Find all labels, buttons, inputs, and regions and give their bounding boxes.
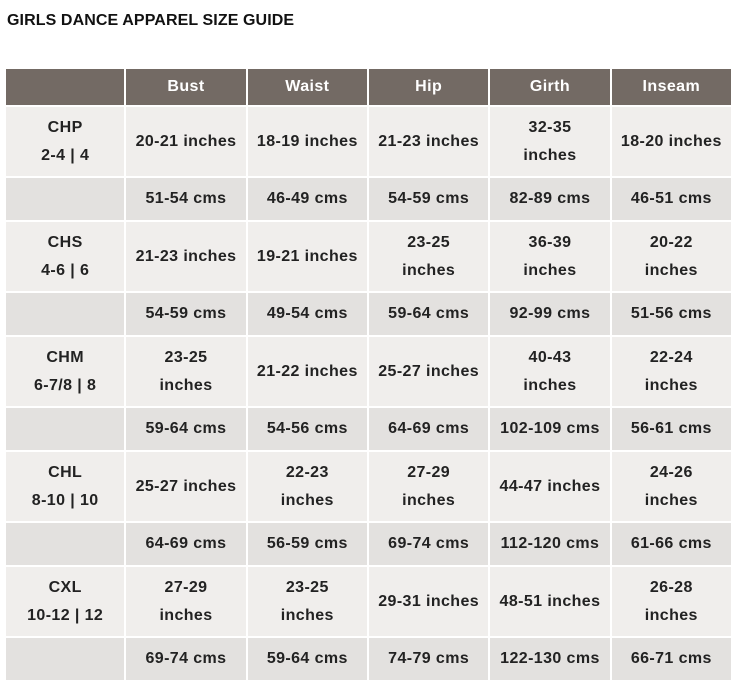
bust-inches: 25-27 inches — [126, 452, 245, 521]
size-label-empty — [6, 293, 124, 335]
inseam-inches: 22-24 inches — [612, 337, 731, 406]
girth-cms: 112-120 cms — [490, 523, 609, 565]
table-row-cms — [6, 638, 731, 680]
inseam-cms: 46-51 cms — [612, 178, 731, 220]
size-label-empty — [6, 638, 124, 680]
table-row-inches — [6, 567, 731, 636]
size-age: 4-6 | 6 — [41, 261, 90, 279]
header-hip: Hip — [369, 69, 488, 105]
hip-cms: 69-74 cms — [369, 523, 488, 565]
header-row — [6, 69, 731, 105]
girth-inches: 36-39 inches — [490, 222, 609, 291]
hip-cms: 64-69 cms — [369, 408, 488, 450]
inseam-inches: 20-22 inches — [612, 222, 731, 291]
waist-cms: 59-64 cms — [248, 638, 367, 680]
girth-cms: 82-89 cms — [490, 178, 609, 220]
waist-inches: 21-22 inches — [248, 337, 367, 406]
girth-cms: 122-130 cms — [490, 638, 609, 680]
size-age: 8-10 | 10 — [31, 491, 99, 509]
inseam-inches: 26-28 inches — [612, 567, 731, 636]
bust-cms: 64-69 cms — [126, 523, 245, 565]
header-inseam: Inseam — [612, 69, 731, 105]
size-label — [6, 452, 124, 521]
hip-inches: 25-27 inches — [369, 337, 488, 406]
bust-cms: 69-74 cms — [126, 638, 245, 680]
table-row-cms — [6, 293, 731, 335]
size-label — [6, 337, 124, 406]
hip-cms: 54-59 cms — [369, 178, 488, 220]
size-guide-table — [4, 67, 733, 682]
size-label-empty — [6, 408, 124, 450]
size-code: CHM — [46, 348, 84, 366]
table-row-cms — [6, 178, 731, 220]
hip-cms: 59-64 cms — [369, 293, 488, 335]
inseam-cms: 61-66 cms — [612, 523, 731, 565]
waist-cms: 46-49 cms — [248, 178, 367, 220]
waist-cms: 49-54 cms — [248, 293, 367, 335]
inseam-cms: 66-71 cms — [612, 638, 731, 680]
hip-inches: 21-23 inches — [369, 107, 488, 176]
page-title: GIRLS DANCE APPAREL SIZE GUIDE — [7, 12, 295, 29]
hip-inches: 27-29 inches — [369, 452, 488, 521]
header-size — [6, 69, 124, 105]
size-code: CHP — [47, 118, 83, 136]
inseam-inches: 24-26 inches — [612, 452, 731, 521]
bust-inches: 23-25 inches — [126, 337, 245, 406]
girth-cms: 102-109 cms — [490, 408, 609, 450]
size-label-empty — [6, 523, 124, 565]
waist-inches: 22-23 inches — [248, 452, 367, 521]
table-row-inches — [6, 337, 731, 406]
hip-inches: 29-31 inches — [369, 567, 488, 636]
table-row-inches — [6, 107, 731, 176]
hip-inches: 23-25 inches — [369, 222, 488, 291]
waist-inches: 18-19 inches — [248, 107, 367, 176]
table-row-cms — [6, 408, 731, 450]
girth-inches: 40-43 inches — [490, 337, 609, 406]
hip-cms: 74-79 cms — [369, 638, 488, 680]
inseam-cms: 51-56 cms — [612, 293, 731, 335]
table-row-cms — [6, 523, 731, 565]
bust-inches: 20-21 inches — [126, 107, 245, 176]
waist-cms: 54-56 cms — [248, 408, 367, 450]
waist-inches: 23-25 inches — [248, 567, 367, 636]
waist-cms: 56-59 cms — [248, 523, 367, 565]
table-row-inches — [6, 222, 731, 291]
size-age: 6-7/8 | 8 — [33, 376, 97, 394]
bust-cms: 59-64 cms — [126, 408, 245, 450]
bust-inches: 27-29 inches — [126, 567, 245, 636]
waist-inches: 19-21 inches — [248, 222, 367, 291]
bust-cms: 51-54 cms — [126, 178, 245, 220]
girth-inches: 44-47 inches — [490, 452, 609, 521]
size-label — [6, 222, 124, 291]
girth-inches: 32-35 inches — [490, 107, 609, 176]
size-age: 10-12 | 12 — [27, 606, 104, 624]
inseam-cms: 56-61 cms — [612, 408, 731, 450]
size-age: 2-4 | 4 — [41, 146, 90, 164]
header-bust: Bust — [126, 69, 245, 105]
bust-cms: 54-59 cms — [126, 293, 245, 335]
header-waist: Waist — [248, 69, 367, 105]
size-label — [6, 107, 124, 176]
size-label-empty — [6, 178, 124, 220]
size-label — [6, 567, 124, 636]
bust-inches: 21-23 inches — [126, 222, 245, 291]
size-code: CHL — [48, 463, 83, 481]
header-girth: Girth — [490, 69, 609, 105]
table-row-inches — [6, 452, 731, 521]
inseam-inches: 18-20 inches — [612, 107, 731, 176]
girth-cms: 92-99 cms — [490, 293, 609, 335]
girth-inches: 48-51 inches — [490, 567, 609, 636]
size-code: CHS — [47, 233, 83, 251]
size-code: CXL — [48, 578, 82, 596]
